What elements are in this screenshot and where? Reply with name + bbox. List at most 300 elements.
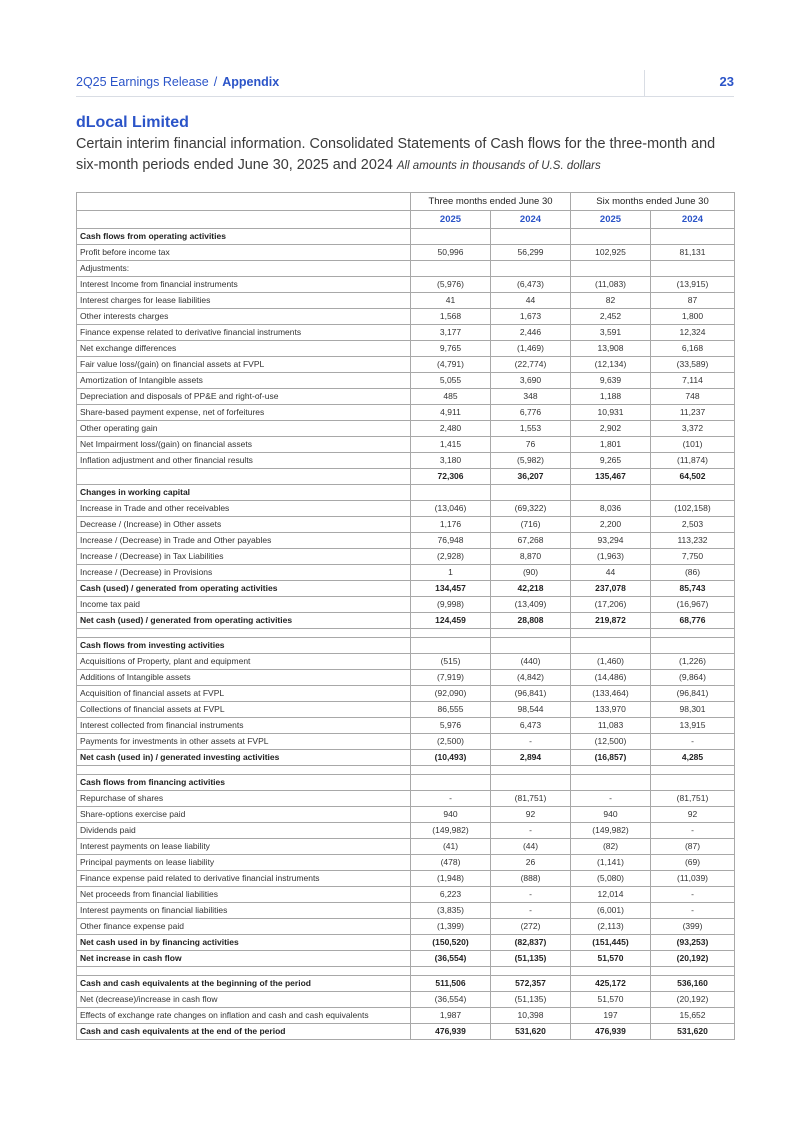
year-header: 2025 [571,211,651,229]
header-label-cell [77,193,411,211]
value-cell: 67,268 [491,533,571,549]
value-cell: (92,090) [411,686,491,702]
table-row [77,229,735,245]
value-cell: (3,835) [411,903,491,919]
value-cell [651,967,735,976]
table-row [77,871,735,887]
table-row [77,976,735,992]
value-cell: (5,080) [571,871,651,887]
value-cell: 92 [651,807,735,823]
value-cell: 7,750 [651,549,735,565]
row-label: Other finance expense paid [77,919,411,935]
row-label: Inflation adjustment and other financial results [77,453,411,469]
value-cell: (13,409) [491,597,571,613]
row-label [77,766,411,775]
value-cell: - [651,903,735,919]
value-cell: (69) [651,855,735,871]
value-cell [651,261,735,277]
value-cell [651,775,735,791]
row-label [77,629,411,638]
value-cell: 3,177 [411,325,491,341]
table-row [77,293,735,309]
value-cell: 10,398 [491,1008,571,1024]
table-row [77,437,735,453]
row-label: Changes in working capital [77,485,411,501]
table-row [77,581,735,597]
value-cell: 940 [411,807,491,823]
value-cell [411,775,491,791]
value-cell: - [411,791,491,807]
value-cell: (33,589) [651,357,735,373]
value-cell: (4,791) [411,357,491,373]
row-label: Share-based payment expense, net of forfeitures [77,405,411,421]
table-row [77,775,735,791]
value-cell: (90) [491,565,571,581]
statement-title-text: Certain interim financial information. Consolidated Statements of Cash flows for the three-month and six-month periods ended June 30, 2025 and 2024 [76,136,716,173]
units-note: All amounts in thousands of U.S. dollars [396,160,601,172]
value-cell: 72,306 [411,469,491,485]
value-cell [491,638,571,654]
value-cell: (1,399) [411,919,491,935]
value-cell: (36,554) [411,951,491,967]
table-row [77,341,735,357]
value-cell: (87) [651,839,735,855]
table-row [77,750,735,766]
row-label: Net cash used in by financing activities [77,935,411,951]
value-cell: 92 [491,807,571,823]
value-cell: (2,500) [411,734,491,750]
table-row [77,453,735,469]
header-divider [644,70,645,96]
table-row [77,967,735,976]
table-row [77,629,735,638]
value-cell: - [491,823,571,839]
value-cell: 50,996 [411,245,491,261]
value-cell: (399) [651,919,735,935]
value-cell: (81,751) [651,791,735,807]
table-row [77,839,735,855]
value-cell [651,766,735,775]
value-cell: 572,357 [491,976,571,992]
value-cell: 5,976 [411,718,491,734]
table-row [77,613,735,629]
value-cell: (51,135) [491,992,571,1008]
value-cell: (12,134) [571,357,651,373]
value-cell: 2,452 [571,309,651,325]
cash-flow-table [76,192,735,1040]
value-cell: 11,237 [651,405,735,421]
row-label: Profit before income tax [77,245,411,261]
value-cell: 4,911 [411,405,491,421]
row-label: Net cash (used) / generated from operating activities [77,613,411,629]
value-cell [411,629,491,638]
value-cell: 531,620 [651,1024,735,1040]
value-cell: 425,172 [571,976,651,992]
table-row [77,791,735,807]
value-cell: 93,294 [571,533,651,549]
value-cell: (1,226) [651,654,735,670]
value-cell: 41 [411,293,491,309]
row-label: Acquisition of financial assets at FVPL [77,686,411,702]
value-cell: (1,460) [571,654,651,670]
value-cell: 9,765 [411,341,491,357]
table-row [77,718,735,734]
value-cell: 12,014 [571,887,651,903]
row-label: Effects of exchange rate changes on inflation and cash and cash equivalents [77,1008,411,1024]
table-row [77,823,735,839]
value-cell: 113,232 [651,533,735,549]
value-cell: 85,743 [651,581,735,597]
value-cell: 3,591 [571,325,651,341]
row-label: Repurchase of shares [77,791,411,807]
table-row [77,357,735,373]
row-label: Depreciation and disposals of PP&E and right-of-use [77,389,411,405]
table-row [77,373,735,389]
year-header: 2024 [491,211,571,229]
value-cell: 348 [491,389,571,405]
value-cell [571,629,651,638]
value-cell: 1,553 [491,421,571,437]
table-row [77,277,735,293]
group-header-row [77,193,735,211]
row-label: Interest charges for lease liabilities [77,293,411,309]
value-cell: 219,872 [571,613,651,629]
value-cell: 1,568 [411,309,491,325]
row-label: Principal payments on lease liability [77,855,411,871]
page-header [76,70,734,97]
value-cell: (1,141) [571,855,651,871]
value-cell [411,638,491,654]
row-label: Cash (used) / generated from operating activities [77,581,411,597]
value-cell: 98,544 [491,702,571,718]
value-cell: (22,774) [491,357,571,373]
table-row [77,549,735,565]
value-cell: (16,857) [571,750,651,766]
value-cell: (149,982) [571,823,651,839]
value-cell: (1,963) [571,549,651,565]
value-cell [411,766,491,775]
value-cell: 536,160 [651,976,735,992]
value-cell: 56,299 [491,245,571,261]
value-cell: (151,445) [571,935,651,951]
value-cell: 1,188 [571,389,651,405]
value-cell: 1,800 [651,309,735,325]
table-body [77,229,735,1040]
value-cell: 3,372 [651,421,735,437]
value-cell [411,229,491,245]
value-cell: 134,457 [411,581,491,597]
value-cell: 81,131 [651,245,735,261]
row-label: Fair value loss/(gain) on financial assets at FVPL [77,357,411,373]
row-label: Adjustments: [77,261,411,277]
value-cell [571,638,651,654]
row-label: Net (decrease)/increase in cash flow [77,992,411,1008]
value-cell: 511,506 [411,976,491,992]
value-cell: 3,180 [411,453,491,469]
value-cell: - [651,823,735,839]
breadcrumb-separator: / [213,75,218,89]
table-row [77,421,735,437]
value-cell: 237,078 [571,581,651,597]
value-cell: (5,982) [491,453,571,469]
row-label: Net increase in cash flow [77,951,411,967]
row-label: Dividends paid [77,823,411,839]
row-label: Interest Income from financial instruments [77,277,411,293]
table-row [77,405,735,421]
value-cell: 98,301 [651,702,735,718]
value-cell: 6,168 [651,341,735,357]
value-cell: (1,469) [491,341,571,357]
value-cell: 86,555 [411,702,491,718]
value-cell: (51,135) [491,951,571,967]
value-cell: 6,223 [411,887,491,903]
value-cell [571,485,651,501]
value-cell: 102,925 [571,245,651,261]
value-cell: 8,870 [491,549,571,565]
value-cell: 6,776 [491,405,571,421]
table-row [77,951,735,967]
value-cell: (149,982) [411,823,491,839]
table-header [77,193,735,229]
value-cell: 2,902 [571,421,651,437]
table-row [77,992,735,1008]
table-row [77,245,735,261]
table-row [77,325,735,341]
table-row [77,565,735,581]
value-cell [571,229,651,245]
row-label: Net exchange differences [77,341,411,357]
value-cell: 1 [411,565,491,581]
value-cell: 1,415 [411,437,491,453]
value-cell: 2,503 [651,517,735,533]
value-cell: (82,837) [491,935,571,951]
year-header: 2025 [411,211,491,229]
value-cell: (888) [491,871,571,887]
value-cell: 36,207 [491,469,571,485]
value-cell: 15,652 [651,1008,735,1024]
value-cell: 1,987 [411,1008,491,1024]
value-cell [491,485,571,501]
value-cell: (1,948) [411,871,491,887]
value-cell: - [491,734,571,750]
value-cell: 44 [571,565,651,581]
value-cell: 28,808 [491,613,571,629]
row-label: Cash and cash equivalents at the end of the period [77,1024,411,1040]
value-cell [651,229,735,245]
value-cell [491,775,571,791]
value-cell: (96,841) [651,686,735,702]
value-cell: (478) [411,855,491,871]
value-cell: (11,083) [571,277,651,293]
table-row [77,734,735,750]
value-cell: 44 [491,293,571,309]
value-cell: 42,218 [491,581,571,597]
value-cell [571,766,651,775]
row-label: Other interests charges [77,309,411,325]
value-cell: 51,570 [571,992,651,1008]
table-row [77,686,735,702]
value-cell: (11,874) [651,453,735,469]
value-cell: - [651,887,735,903]
row-label: Additions of Intangible assets [77,670,411,686]
value-cell: 87 [651,293,735,309]
value-cell: 135,467 [571,469,651,485]
table-row [77,533,735,549]
value-cell: (133,464) [571,686,651,702]
value-cell: 10,931 [571,405,651,421]
table-row [77,702,735,718]
table-row [77,919,735,935]
table-row [77,309,735,325]
table-row [77,935,735,951]
header-label-cell [77,211,411,229]
row-label: Interest payments on financial liabilities [77,903,411,919]
value-cell [651,638,735,654]
row-label: Cash flows from investing activities [77,638,411,654]
table-row [77,654,735,670]
value-cell: (82) [571,839,651,855]
value-cell: (10,493) [411,750,491,766]
value-cell: 485 [411,389,491,405]
page-number: 23 [719,74,734,89]
value-cell: (7,919) [411,670,491,686]
value-cell: 3,690 [491,373,571,389]
table-row [77,855,735,871]
value-cell: 11,083 [571,718,651,734]
value-cell [411,261,491,277]
breadcrumb-report[interactable]: 2Q25 Earnings Release [76,75,209,89]
value-cell: (101) [651,437,735,453]
value-cell: 76,948 [411,533,491,549]
year-header: 2024 [651,211,735,229]
value-cell: (2,928) [411,549,491,565]
value-cell: (13,915) [651,277,735,293]
value-cell: (20,192) [651,951,735,967]
value-cell: - [651,734,735,750]
value-cell: (9,998) [411,597,491,613]
value-cell: (16,967) [651,597,735,613]
value-cell: (2,113) [571,919,651,935]
value-cell: 2,894 [491,750,571,766]
value-cell: 133,970 [571,702,651,718]
statement-title [76,134,726,177]
value-cell: (14,486) [571,670,651,686]
breadcrumb-section[interactable]: Appendix [222,75,280,89]
value-cell: 82 [571,293,651,309]
value-cell: (440) [491,654,571,670]
value-cell: (4,842) [491,670,571,686]
row-label: Net Impairment loss/(gain) on financial assets [77,437,411,453]
value-cell: (6,473) [491,277,571,293]
value-cell: 8,036 [571,501,651,517]
value-cell: 13,915 [651,718,735,734]
value-cell: 748 [651,389,735,405]
value-cell: (93,253) [651,935,735,951]
value-cell: (716) [491,517,571,533]
table-row [77,597,735,613]
row-label: Cash and cash equivalents at the beginning of the period [77,976,411,992]
value-cell [651,485,735,501]
value-cell: 1,801 [571,437,651,453]
value-cell: 51,570 [571,951,651,967]
value-cell [571,261,651,277]
value-cell: (102,158) [651,501,735,517]
row-label: Interest collected from financial instruments [77,718,411,734]
row-label: Income tax paid [77,597,411,613]
value-cell [491,967,571,976]
value-cell: (6,001) [571,903,651,919]
row-label: Increase / (Decrease) in Provisions [77,565,411,581]
row-label: Increase in Trade and other receivables [77,501,411,517]
value-cell: (20,192) [651,992,735,1008]
value-cell: 68,776 [651,613,735,629]
value-cell: 7,114 [651,373,735,389]
row-label: Cash flows from operating activities [77,229,411,245]
value-cell: 2,480 [411,421,491,437]
table-row [77,887,735,903]
value-cell: 76 [491,437,571,453]
value-cell: 6,473 [491,718,571,734]
value-cell: 5,055 [411,373,491,389]
value-cell: 124,459 [411,613,491,629]
value-cell [571,775,651,791]
row-label: Collections of financial assets at FVPL [77,702,411,718]
value-cell: 9,639 [571,373,651,389]
row-label: Acquisitions of Property, plant and equipment [77,654,411,670]
value-cell: 1,673 [491,309,571,325]
value-cell: 9,265 [571,453,651,469]
year-header-row [77,211,735,229]
value-cell: (69,322) [491,501,571,517]
value-cell: 4,285 [651,750,735,766]
table-row [77,469,735,485]
value-cell: (11,039) [651,871,735,887]
value-cell: (44) [491,839,571,855]
row-label [77,469,411,485]
value-cell: (515) [411,654,491,670]
value-cell [491,766,571,775]
value-cell: 476,939 [411,1024,491,1040]
company-name: dLocal Limited [76,114,189,131]
value-cell: 940 [571,807,651,823]
row-label: Interest payments on lease liability [77,839,411,855]
six-months-header: Six months ended June 30 [571,193,735,211]
value-cell [651,629,735,638]
table-row [77,261,735,277]
row-label: Cash flows from financing activities [77,775,411,791]
value-cell [571,967,651,976]
value-cell: (96,841) [491,686,571,702]
value-cell: 476,939 [571,1024,651,1040]
value-cell: (272) [491,919,571,935]
value-cell: 64,502 [651,469,735,485]
value-cell: 13,908 [571,341,651,357]
value-cell: 197 [571,1008,651,1024]
value-cell [491,229,571,245]
value-cell: - [491,903,571,919]
value-cell: (9,864) [651,670,735,686]
value-cell: (86) [651,565,735,581]
value-cell: (150,520) [411,935,491,951]
table-row [77,670,735,686]
value-cell: 531,620 [491,1024,571,1040]
breadcrumb [76,75,279,89]
value-cell: (12,500) [571,734,651,750]
value-cell: 1,176 [411,517,491,533]
value-cell [411,967,491,976]
row-label: Finance expense paid related to derivative financial instruments [77,871,411,887]
value-cell [491,629,571,638]
